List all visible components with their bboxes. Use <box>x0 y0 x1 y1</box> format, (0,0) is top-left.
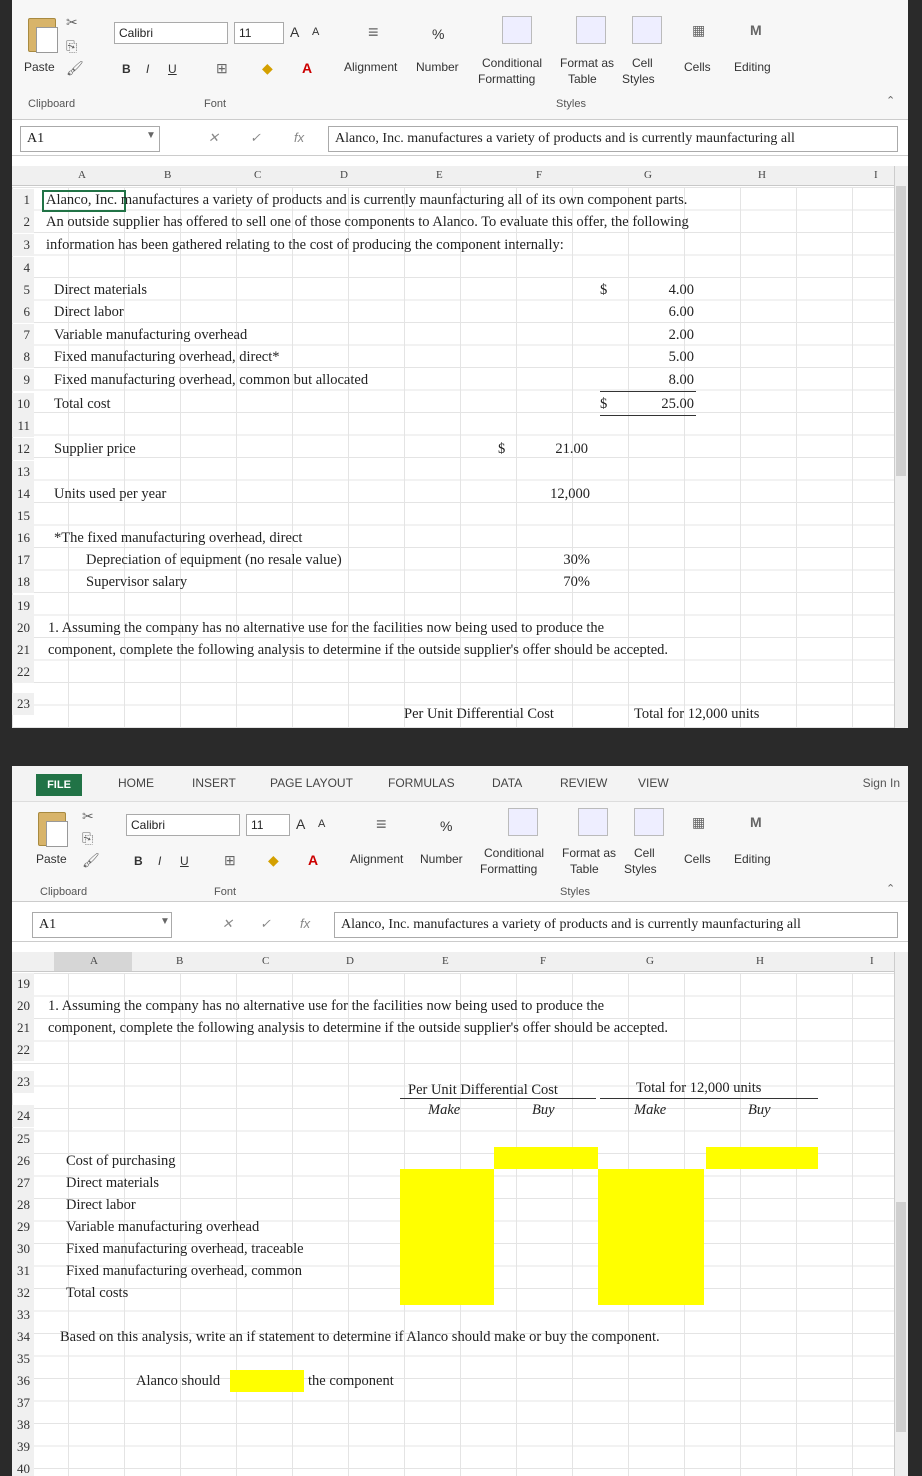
hdr-per-unit-differential[interactable]: Per Unit Differential Cost <box>408 1082 558 1098</box>
cell-question-1a[interactable]: 1. Assuming the company has no alternative use for the facilities now being used to produce the <box>48 998 605 1014</box>
hdr-buy-per-unit[interactable]: Buy <box>532 1102 555 1118</box>
excel-window-bottom <box>12 766 908 1476</box>
fill-color-icon[interactable]: ◆ <box>268 852 279 868</box>
conditional-formatting-button-line2[interactable]: Formatting <box>478 72 536 86</box>
paste-icon[interactable] <box>38 812 66 846</box>
editing-icon[interactable]: M <box>750 22 762 38</box>
formula-input[interactable]: Alanco, Inc. manufactures a variety of products and is currently maunfacturing all <box>334 912 898 938</box>
font-group-label: Font <box>204 98 227 110</box>
excel-window-top <box>12 0 908 728</box>
input-make-per-unit-costs[interactable] <box>400 1169 494 1305</box>
cut-icon[interactable]: ✂ <box>66 14 78 30</box>
hdr-make-per-unit[interactable]: Make <box>428 1102 461 1118</box>
value-direct-labor[interactable]: 6.00 <box>668 304 694 320</box>
percent-icon[interactable]: % <box>440 818 453 834</box>
row-total-costs[interactable]: Total costs <box>66 1285 129 1301</box>
scroll-thumb[interactable] <box>896 1202 906 1432</box>
col-header-d[interactable]: D <box>346 955 354 967</box>
editing-icon[interactable]: M <box>750 814 762 830</box>
alignment-icon[interactable]: ≡ <box>376 814 387 834</box>
editing-button[interactable]: Editing <box>734 852 771 866</box>
cell-question-34[interactable]: Based on this analysis, write an if statement to determine if Alanco should make or buy the component. <box>60 1329 660 1345</box>
worksheet-grid-bottom[interactable]: 19 20 21 22 23 24 25 26 27 28 29 30 31 32 33 34 35 36 37 38 39 40 1. Assuming the company has no alternative use for the facilities now being used to produce the component, complete the following analysis to determine if the outside supplier's offer should be accepted. Per Unit Differential Cost Total for 12,000 units Make Buy Make Buy Cost of purchasing Direct materials Direct labor Variable manufacturing overhead Fixed manufacturing overhead, traceable Fixed manufacturing overhead, common Total costs Based on this analysis, write an if statement to determine if Alanco should make or buy the component. Alanco should the component <box>12 973 908 1476</box>
enter-icon[interactable]: ✓ <box>260 916 271 931</box>
tab-view[interactable]: VIEW <box>638 776 669 790</box>
cell-question-1a[interactable]: 1. Assuming the company has no alternative use for the facilities now being used to produce the <box>48 620 605 636</box>
alignment-button[interactable]: Alignment <box>344 60 398 74</box>
col-header-e[interactable]: E <box>442 955 449 967</box>
format-as-table-button[interactable]: Format as <box>560 56 615 70</box>
vertical-scrollbar[interactable] <box>894 952 908 1476</box>
cell-styles-icon[interactable] <box>634 808 664 836</box>
value-fixed-overhead-common[interactable]: 8.00 <box>668 372 694 388</box>
total-underline <box>600 1098 818 1099</box>
paste-button[interactable]: Paste <box>36 852 67 866</box>
col-header-a[interactable]: A <box>90 955 98 967</box>
cells-button[interactable]: Cells <box>684 60 711 74</box>
paste-button[interactable]: Paste <box>24 60 55 74</box>
value-note-depreciation[interactable]: 30% <box>563 552 590 568</box>
cell-styles-button[interactable]: Cell <box>634 846 655 860</box>
vertical-scrollbar[interactable] <box>894 166 908 728</box>
column-headers <box>12 952 908 972</box>
borders-icon[interactable]: ⊞ <box>224 852 236 868</box>
cell-question-1b[interactable]: component, complete the following analysis to determine if the outside supplier's offer should be accepted. <box>48 642 669 658</box>
clipboard-group-label: Clipboard <box>40 886 88 898</box>
font-size-select[interactable]: 11 <box>234 22 284 44</box>
value-direct-materials[interactable]: 4.00 <box>668 282 694 298</box>
input-buy-per-unit-purchasing[interactable] <box>494 1147 598 1169</box>
font-name-select[interactable]: Calibri <box>114 22 228 44</box>
name-box[interactable]: A1 <box>32 912 172 938</box>
col-header-e[interactable]: E <box>436 169 443 181</box>
row-fixed-overhead-common[interactable]: Fixed manufacturing overhead, common <box>66 1263 302 1279</box>
col-header-b[interactable]: B <box>176 955 184 967</box>
cell-a3[interactable]: information has been gathered relating to the cost of producing the component internally: <box>46 237 564 253</box>
col-header-g[interactable]: G <box>646 955 654 967</box>
format-as-table-icon[interactable] <box>578 808 608 836</box>
cells-icon[interactable]: ▦ <box>692 814 706 830</box>
conditional-formatting-button[interactable]: Conditional <box>482 56 543 70</box>
format-as-table-icon[interactable] <box>576 16 606 44</box>
chevron-down-icon[interactable]: ▼ <box>160 916 170 927</box>
format-as-table-button-line2[interactable]: Table <box>570 862 599 876</box>
underline-button[interactable]: U <box>168 62 177 76</box>
row-fixed-overhead-traceable[interactable]: Fixed manufacturing overhead, traceable <box>66 1241 304 1257</box>
font-color-icon[interactable]: A <box>302 60 313 76</box>
col-header-c[interactable]: C <box>254 169 262 181</box>
col-header-a[interactable]: A <box>78 169 86 181</box>
number-button[interactable]: Number <box>420 852 463 866</box>
borders-icon[interactable]: ⊞ <box>216 60 228 76</box>
scroll-thumb[interactable] <box>896 186 906 476</box>
format-as-table-button[interactable]: Format as <box>562 846 617 860</box>
font-size-select[interactable]: 11 <box>246 814 290 836</box>
conditional-formatting-icon[interactable] <box>508 808 538 836</box>
hdr-make-total[interactable]: Make <box>634 1102 667 1118</box>
cell-direct-materials[interactable]: Direct materials <box>54 282 147 298</box>
number-button[interactable]: Number <box>416 60 459 74</box>
sign-in-link[interactable]: Sign In <box>862 776 900 790</box>
styles-group-label: Styles <box>556 98 586 110</box>
value-fixed-overhead-direct[interactable]: 5.00 <box>668 349 694 365</box>
tab-home[interactable]: HOME <box>118 776 154 790</box>
cell-direct-labor[interactable]: Direct labor <box>54 304 124 320</box>
cancel-icon[interactable]: ✕ <box>208 130 219 145</box>
col-header-i[interactable]: I <box>874 169 878 181</box>
insert-function-icon[interactable]: fx <box>300 916 311 931</box>
conditional-formatting-button-line2[interactable]: Formatting <box>480 862 538 876</box>
format-painter-icon[interactable]: 🖌 <box>66 60 84 76</box>
col-header-d[interactable]: D <box>340 169 348 181</box>
cell-note-supervisor[interactable]: Supervisor salary <box>86 574 188 590</box>
cell-styles-button-line2[interactable]: Styles <box>624 862 657 876</box>
row-cost-of-purchasing[interactable]: Cost of purchasing <box>66 1153 176 1169</box>
alignment-icon[interactable]: ≡ <box>368 22 379 42</box>
italic-button[interactable]: I <box>146 62 150 76</box>
cut-icon[interactable]: ✂ <box>82 808 94 824</box>
row-direct-labor[interactable]: Direct labor <box>66 1197 136 1213</box>
cell-alanco-should[interactable]: Alanco should <box>136 1373 221 1389</box>
col-header-h[interactable]: H <box>758 169 766 181</box>
tab-data[interactable]: DATA <box>492 776 523 790</box>
cell-styles-button-line2[interactable]: Styles <box>622 72 655 86</box>
enter-icon[interactable]: ✓ <box>250 130 261 145</box>
input-buy-total-purchasing[interactable] <box>706 1147 818 1169</box>
italic-button[interactable]: I <box>158 854 162 868</box>
cell-units-used[interactable]: Units used per year <box>54 486 167 502</box>
conditional-formatting-button[interactable]: Conditional <box>484 846 545 860</box>
value-note-supervisor[interactable]: 70% <box>563 574 590 590</box>
tab-formulas[interactable]: FORMULAS <box>388 776 455 790</box>
formula-input[interactable]: Alanco, Inc. manufactures a variety of products and is currently maunfacturing all <box>328 126 898 152</box>
bold-button[interactable]: B <box>122 62 131 76</box>
value-supplier-price[interactable]: 21.00 <box>555 441 588 457</box>
cell-a2[interactable]: An outside supplier has offered to sell one of those components to Alanco. To evaluate this offer, the following <box>46 214 689 230</box>
cancel-icon[interactable]: ✕ <box>222 916 233 931</box>
collapse-ribbon-icon[interactable]: ⌃ <box>886 95 896 107</box>
value-units-used[interactable]: 12,000 <box>550 486 590 502</box>
bold-button[interactable]: B <box>134 854 143 868</box>
cell-total-cost[interactable]: Total cost <box>54 396 111 412</box>
copy-icon[interactable]: ⎘ <box>66 38 78 54</box>
alignment-button[interactable]: Alignment <box>350 852 404 866</box>
menu-bar <box>12 766 908 802</box>
subtotal-underline <box>600 391 696 392</box>
fill-color-icon[interactable]: ◆ <box>262 60 273 76</box>
editing-button[interactable]: Editing <box>734 60 771 74</box>
chevron-down-icon[interactable]: ▼ <box>146 130 156 141</box>
percent-icon[interactable]: % <box>432 26 445 42</box>
col-header-i[interactable]: I <box>870 955 874 967</box>
col-header-c[interactable]: C <box>262 955 270 967</box>
shrink-font-button[interactable]: A <box>312 26 320 38</box>
collapse-ribbon-icon[interactable]: ⌃ <box>886 883 896 895</box>
hdr-total-units[interactable]: Total for 12,000 units <box>634 706 760 722</box>
cell-fixed-overhead-common[interactable]: Fixed manufacturing overhead, common but allocated <box>54 372 369 388</box>
cell-note-title[interactable]: *The fixed manufacturing overhead, direct <box>54 530 303 546</box>
hdr-per-unit-differential[interactable]: Per Unit Differential Cost <box>404 706 554 722</box>
insert-function-icon[interactable]: fx <box>294 130 305 145</box>
cell-question-1b[interactable]: component, complete the following analysis to determine if the outside supplier's offer should be accepted. <box>48 1020 669 1036</box>
format-painter-icon[interactable]: 🖌 <box>82 852 100 868</box>
cell-note-depreciation[interactable]: Depreciation of equipment (no resale value) <box>86 552 342 568</box>
font-group-label: Font <box>214 886 237 898</box>
col-header-h[interactable]: H <box>756 955 764 967</box>
shrink-font-button[interactable]: A <box>318 818 326 830</box>
formula-bar <box>12 122 908 156</box>
total-underline <box>600 415 696 416</box>
column-headers <box>12 166 908 186</box>
grow-font-button[interactable]: A <box>290 24 300 40</box>
value-total-cost[interactable]: 25.00 <box>661 396 694 412</box>
underline-button[interactable]: U <box>180 854 189 868</box>
cell-fixed-overhead-direct[interactable]: Fixed manufacturing overhead, direct* <box>54 349 280 365</box>
cell-a1[interactable]: Alanco, Inc. manufactures a variety of products and is currently maunfacturing all of its own component parts. <box>46 192 688 208</box>
col-header-f[interactable]: F <box>540 955 547 967</box>
formula-bar <box>12 908 908 942</box>
paste-icon[interactable] <box>28 18 56 52</box>
copy-icon[interactable]: ⎘ <box>82 830 94 846</box>
worksheet-grid-top[interactable]: 1 2 3 4 5 6 7 8 9 10 11 12 13 14 15 16 17 18 19 20 21 22 23 Alanco, Inc. manufactures a variety of products and is currently maunfacturing all of its own component parts. An outside supplier has offered to sell one of those components to Alanco. To evaluate this offer, the following information has been gathered relating to the cost of producing the component internally: Direct materials Direct labor Variable manufacturing overhead Fixed manufacturing overhead, direct* Fixed manufacturing overhead, common but allocated Total cost $ 4.00 6.00 2.00 5.00 8.00 $ 25.00 Supplier price $ 21.00 Units used per year 12,000 *The fixed manufacturing overhead, direct Depreciation of equipment (no resale value) 30% Supervisor salary 70% 1. Assuming the company has no alternative use for the facilities now being used to produce the component, complete the following analysis to determine if the outside supplier's offer should be accepted. Per Unit Differential Cost Total for 12,000 units <box>12 187 908 728</box>
font-color-icon[interactable]: A <box>308 852 319 868</box>
input-make-or-buy[interactable] <box>230 1370 304 1392</box>
input-make-total-costs[interactable] <box>598 1169 704 1305</box>
styles-group-label: Styles <box>560 886 590 898</box>
hdr-total-units[interactable]: Total for 12,000 units <box>636 1080 762 1096</box>
clipboard-group-label: Clipboard <box>28 98 76 110</box>
cells-icon[interactable]: ▦ <box>692 22 706 38</box>
cell-styles-icon[interactable] <box>632 16 662 44</box>
font-name-select[interactable]: Calibri <box>126 814 240 836</box>
cell-the-component[interactable]: the component <box>308 1373 394 1389</box>
row-direct-materials[interactable]: Direct materials <box>66 1175 159 1191</box>
value-variable-overhead[interactable]: 2.00 <box>668 327 694 343</box>
tab-page-layout[interactable]: PAGE LAYOUT <box>270 776 353 790</box>
dollar-sign-supplier: $ <box>498 441 506 457</box>
tab-review[interactable]: REVIEW <box>560 776 608 790</box>
col-header-g[interactable]: G <box>644 169 652 181</box>
grow-font-button[interactable]: A <box>296 816 306 832</box>
file-tab[interactable]: FILE <box>36 774 82 796</box>
hdr-buy-total[interactable]: Buy <box>748 1102 771 1118</box>
cells-button[interactable]: Cells <box>684 852 711 866</box>
cell-styles-button[interactable]: Cell <box>632 56 653 70</box>
dollar-sign-total: $ <box>600 396 608 412</box>
cell-supplier-price[interactable]: Supplier price <box>54 441 136 457</box>
conditional-formatting-icon[interactable] <box>502 16 532 44</box>
row-variable-overhead[interactable]: Variable manufacturing overhead <box>66 1219 260 1235</box>
col-header-b[interactable]: B <box>164 169 172 181</box>
ribbon-bottom <box>12 802 908 902</box>
tab-insert[interactable]: INSERT <box>192 776 236 790</box>
dollar-sign: $ <box>600 282 608 298</box>
name-box[interactable]: A1 <box>20 126 160 152</box>
col-header-f[interactable]: F <box>536 169 543 181</box>
format-as-table-button-line2[interactable]: Table <box>568 72 597 86</box>
ribbon <box>12 0 908 120</box>
cell-variable-overhead[interactable]: Variable manufacturing overhead <box>54 327 248 343</box>
